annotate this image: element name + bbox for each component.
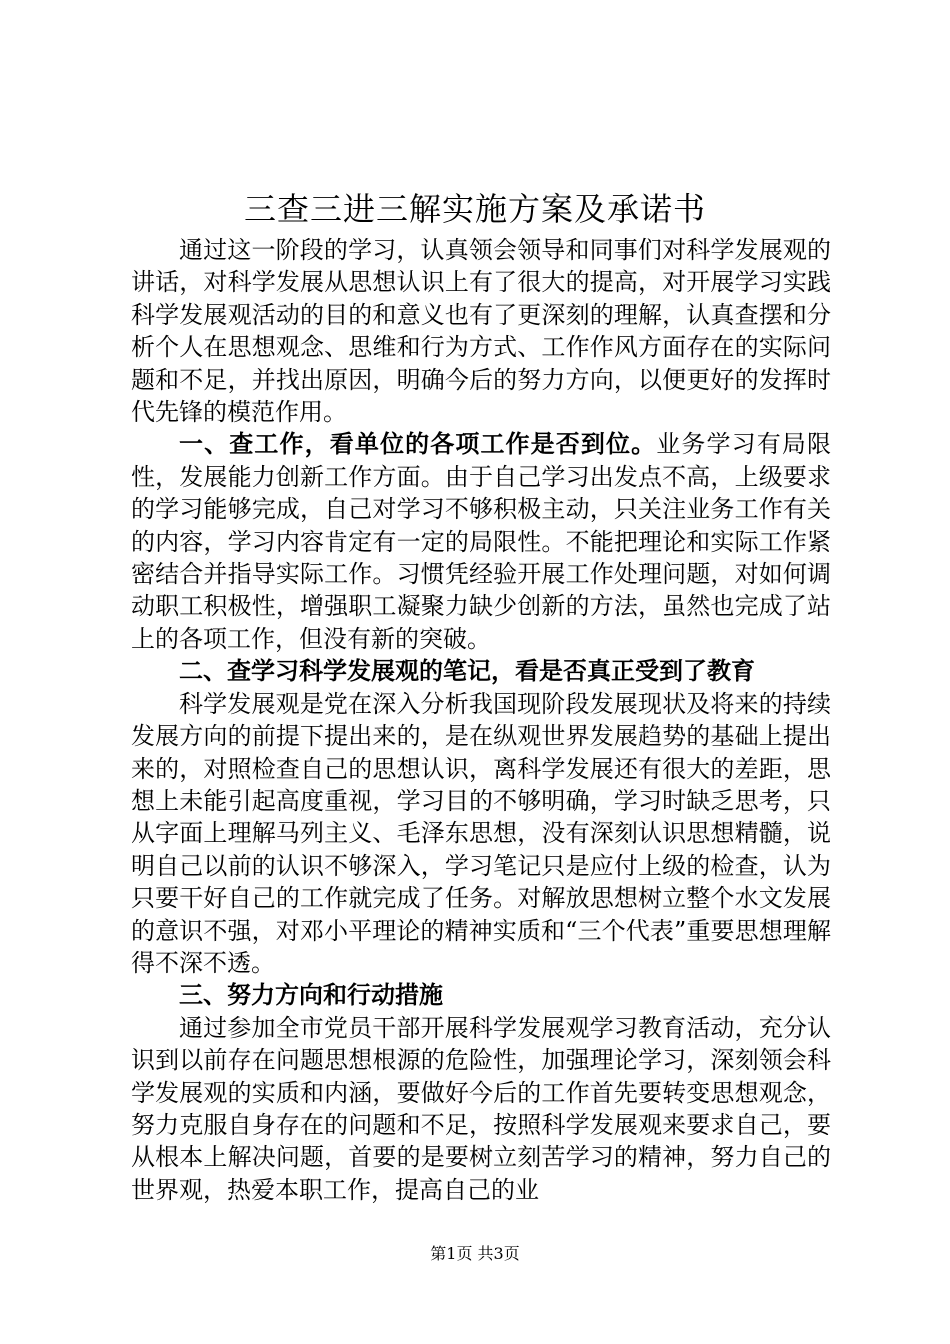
intro-paragraph: 通过这一阶段的学习，认真领会领导和同事们对科学发展观的讲话，对科学发展从思想认识上有了很大的提高，对开展学习实践科学发展观活动的目的和意义也有了更深刻的理解，认真查摆和分析个人在思想观念、思维和行为方式、工作作风方面存在的实际问题和不足，并找出原因，明确今后的努力方向，以便更好的发挥时代先锋的模范作用。 bbox=[131, 236, 831, 427]
section-1-paragraph bbox=[131, 428, 831, 655]
section-1-heading: 一、查工作，看单位的各项工作是否到位。 bbox=[179, 429, 657, 459]
page-number-footer: 第1页 共3页 bbox=[430, 1244, 520, 1263]
section-2-heading: 二、查学习科学发展观的笔记，看是否真正受到了教育 bbox=[179, 656, 755, 686]
section-2-body: 科学发展观是党在深入分析我国现阶段发展现状及将来的持续发展方向的前提下提出来的，是在纵观世界发展趋势的基础上提出来的，对照检查自己的思想认识，离科学发展还有很大的差距，思想上未能引起高度重视，学习目的不够明确，学习时缺乏思考，只从字面上理解马列主义、毛泽东思想，没有深刻认识思想精髓，说明自己以前的认识不够深入，学习笔记只是应付上级的检查，认为只要干好自己的工作就完成了任务。对解放思想树立整个水文发展的意识不强，对邓小平理论的精神实质和“三个代表”重要思想理解得不深不透。 bbox=[131, 689, 831, 977]
section-1-body: 业务学习有局限性，发展能力创新工作方面。由于自己学习出发点不高，上级要求的学习能够完成，自己对学习不够积极主动，只关注业务工作有关的内容，学习内容肯定有一定的局限性。不能把理论和实际工作紧密结合并指导实际工作。习惯凭经验开展工作处理问题，对如何调动职工积极性，增强职工凝聚力缺少创新的方法，虽然也完成了站上的各项工作，但没有新的突破。 bbox=[131, 430, 832, 653]
document-body bbox=[131, 234, 831, 1206]
section-3-body: 通过参加全市党员干部开展科学发展观学习教育活动，充分认识到以前存在问题思想根源的危险性，加强理论学习，深刻领会科学发展观的实质和内涵，要做好今后的工作首先要转变思想观念，努力克服自身存在的问题和不足，按照科学发展观来要求自己，要从根本上解决问题，首要的是要树立刻苦学习的精神，努力自己的世界观，热爱本职工作，提高自己的业 bbox=[131, 1013, 831, 1204]
document-title: 三查三进三解实施方案及承诺书 bbox=[243, 190, 706, 228]
section-3-heading: 三、努力方向和行动措施 bbox=[179, 980, 443, 1010]
